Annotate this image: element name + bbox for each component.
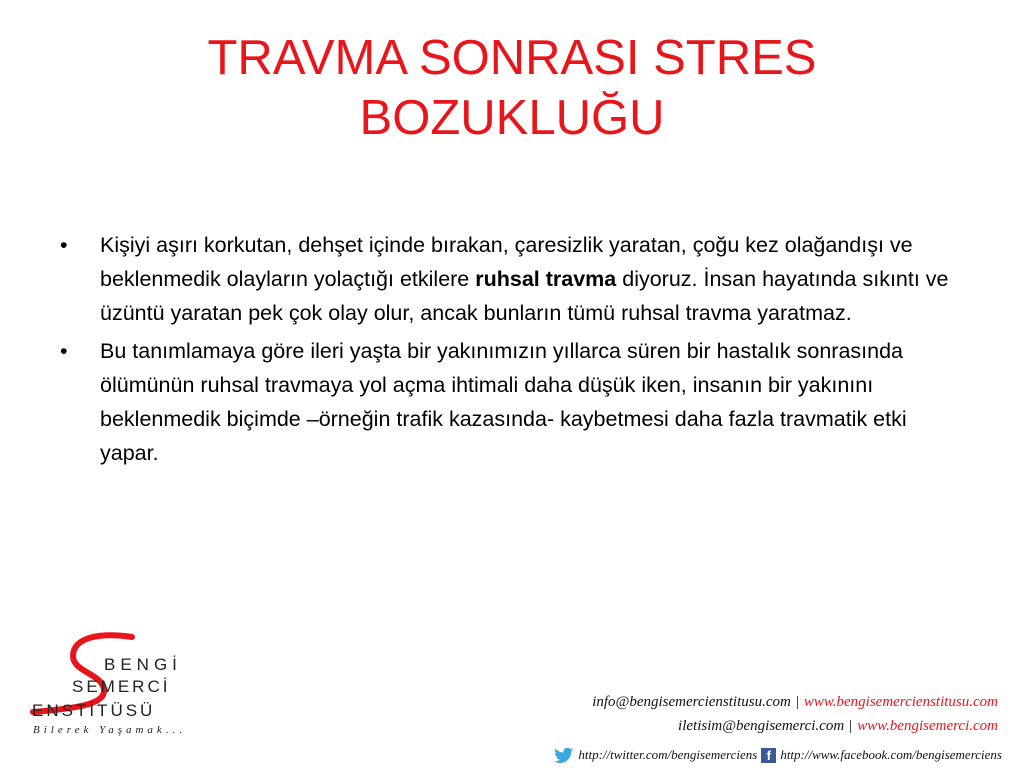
website-link[interactable]: www.bengisemerci.com: [857, 718, 998, 734]
bullet-item: [60, 228, 960, 330]
email-link[interactable]: iletisim@bengisemerci.com: [678, 718, 845, 734]
social-links: [554, 746, 1002, 763]
bullet-text: Bu tanımlamaya göre ileri yaşta bir yakınımızın yıllarca süren bir hastalık sonrasında ölümünün ruhsal travmaya yol açma ihtimali daha düşük iken, insanın bir yakınını beklenmedik biçimde –örneğin trafik kazasında- kaybetmesi daha fazla travmatik etki yapar.: [100, 339, 907, 465]
website-link[interactable]: www.bengisemercienstitusu.com: [803, 694, 998, 710]
footer-contacts: [592, 690, 998, 738]
bullet-text: Kişiyi aşırı korkutan, dehşet içinde bırakan, çaresizlik yaratan, çoğu kez olağandışı ve beklenmedik olayların yolaçtığı etkilere ruhsal travma diyoruz. İnsan hayatında sıkıntı ve üzüntü yaratan pek çok olay olur, ancak bunların tümü ruhsal travma yaratmaz.: [100, 233, 949, 325]
bullet-icon: •: [60, 339, 68, 363]
contact-row-2: iletisim@bengisemerci.com | www.bengisemerci.com: [678, 718, 998, 734]
logo-line-3: ENSTİTÜSÜ: [32, 701, 156, 720]
contact-row-1: info@bengisemercienstitusu.com | www.bengisemercienstitusu.com: [592, 694, 998, 710]
twitter-bird-icon[interactable]: [554, 747, 574, 763]
logo-line-2: SEMERCİ: [72, 677, 171, 696]
bullet-icon: •: [60, 233, 68, 257]
twitter-link[interactable]: http://twitter.com/bengisemerciens: [578, 747, 758, 763]
logo-line-1: BENGİ: [104, 655, 182, 674]
logo-s-swoosh-icon: [28, 630, 228, 725]
logo-tagline: Bilerek Yaşamak...: [33, 724, 187, 736]
facebook-f-icon[interactable]: f: [761, 748, 776, 763]
facebook-link[interactable]: http://www.facebook.com/bengisemerciens: [780, 747, 1002, 763]
email-link[interactable]: info@bengisemercienstitusu.com: [592, 694, 791, 710]
slide-content: [60, 228, 960, 474]
bold-term: ruhsal travma: [475, 267, 617, 291]
title-line-1: TRAVMA SONRASI STRES: [207, 31, 817, 85]
bullet-item: [60, 334, 960, 470]
slide-title: [0, 28, 1024, 148]
title-line-2: BOZUKLUĞU: [359, 91, 665, 145]
